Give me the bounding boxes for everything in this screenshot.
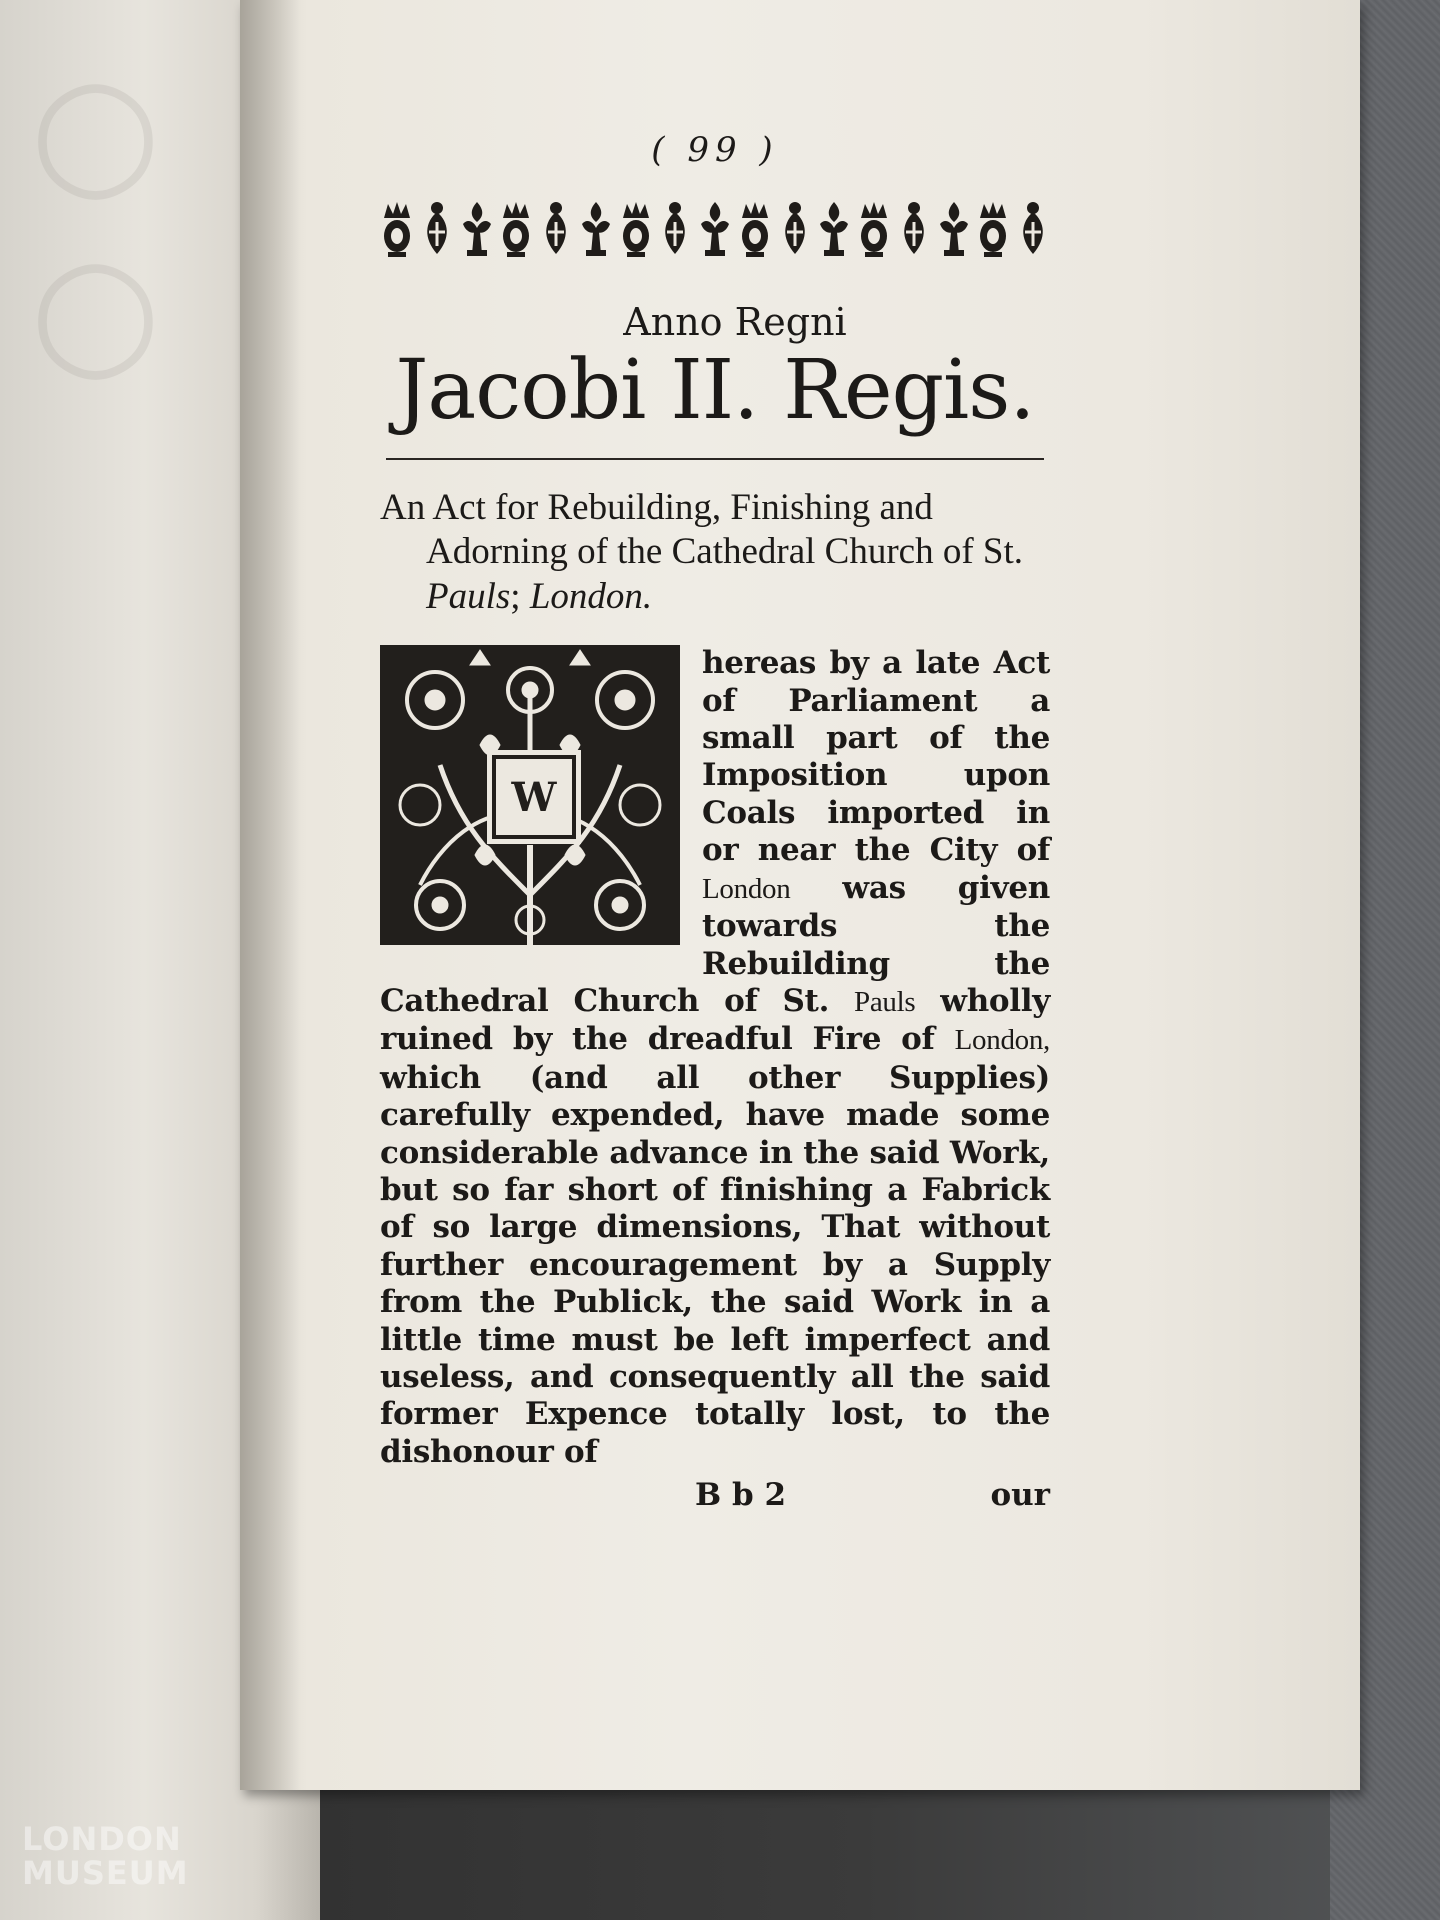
fleuron-ornament-icon: [937, 198, 971, 260]
fleuron-ornament-icon: [817, 198, 851, 260]
drop-cap-letter: W: [492, 755, 576, 839]
act-title-italic-london: London.: [529, 575, 653, 617]
body-section: [380, 645, 1050, 1471]
ornament-row: [380, 198, 1050, 260]
fleuron-ornament-icon: [897, 198, 931, 260]
fleuron-ornament-icon: [579, 198, 613, 260]
fleuron-ornament-icon: [857, 198, 891, 260]
horizontal-rule: [386, 458, 1044, 460]
fleuron-ornament-icon: [380, 198, 414, 260]
fleuron-ornament-icon: [976, 198, 1010, 260]
act-title-text-1: An Act for Rebuilding, Finishing and Adorning of the Cathedral Church of St.: [380, 487, 1024, 573]
act-title: [380, 486, 1050, 619]
fleuron-ornament-icon: [460, 198, 494, 260]
fleuron-ornament-icon: [658, 198, 692, 260]
body-text-1: hereas by a late Act of Parliament a small part of the Imposition upon Coals imported in or near the City of: [702, 645, 1050, 869]
fleuron-ornament-icon: [539, 198, 573, 260]
body-text-4: which (and all other Supplies) carefully expended, have made some considerable advance in the said Work, but so far short of finishing a Fabrick of so large dimensions, That without further encouragement by a Supply from the Publick, the said Work in a little time must be left imperfect and useless, and consequently all the said former Expence totally lost, to the dishonour of: [380, 1059, 1050, 1470]
body-roman-london-2: London,: [954, 1024, 1050, 1057]
body-text-2: was given towards the Rebuilding the Cathedral Church of St.: [380, 869, 1050, 1019]
page-text-block: [380, 130, 1050, 1517]
museum-watermark: [22, 1822, 189, 1890]
heading-anno-regni: Anno Regni: [623, 300, 847, 344]
signature-mark: B b 2: [695, 1477, 787, 1514]
gutter-shadow: [240, 0, 300, 1790]
page-footer: [380, 1477, 1050, 1517]
fleuron-ornament-icon: [619, 198, 653, 260]
catchword: our: [990, 1477, 1050, 1514]
fleuron-ornament-icon: [420, 198, 454, 260]
show-through-ghost: ○ ○: [30, 43, 161, 397]
fleuron-ornament-icon: [499, 198, 533, 260]
act-title-text-2: ;: [510, 575, 530, 617]
body-text-3: wholly ruined by the dreadful Fire of: [380, 982, 1050, 1058]
body-roman-london-1: London: [702, 872, 791, 905]
fleuron-ornament-icon: [778, 198, 812, 260]
fleuron-ornament-icon: [1016, 198, 1050, 260]
decorated-initial: [380, 645, 680, 945]
page-number: ( 99 ): [651, 130, 779, 170]
watermark-line-2: MUSEUM: [22, 1854, 189, 1892]
body-roman-pauls: Pauls: [854, 985, 916, 1018]
fleuron-ornament-icon: [698, 198, 732, 260]
watermark-line-1: LONDON: [22, 1820, 182, 1858]
act-title-italic-pauls: Pauls: [426, 575, 511, 617]
fleuron-ornament-icon: [738, 198, 772, 260]
heading-jacobi-regis: Jacobi II. Regis.: [395, 343, 1035, 438]
